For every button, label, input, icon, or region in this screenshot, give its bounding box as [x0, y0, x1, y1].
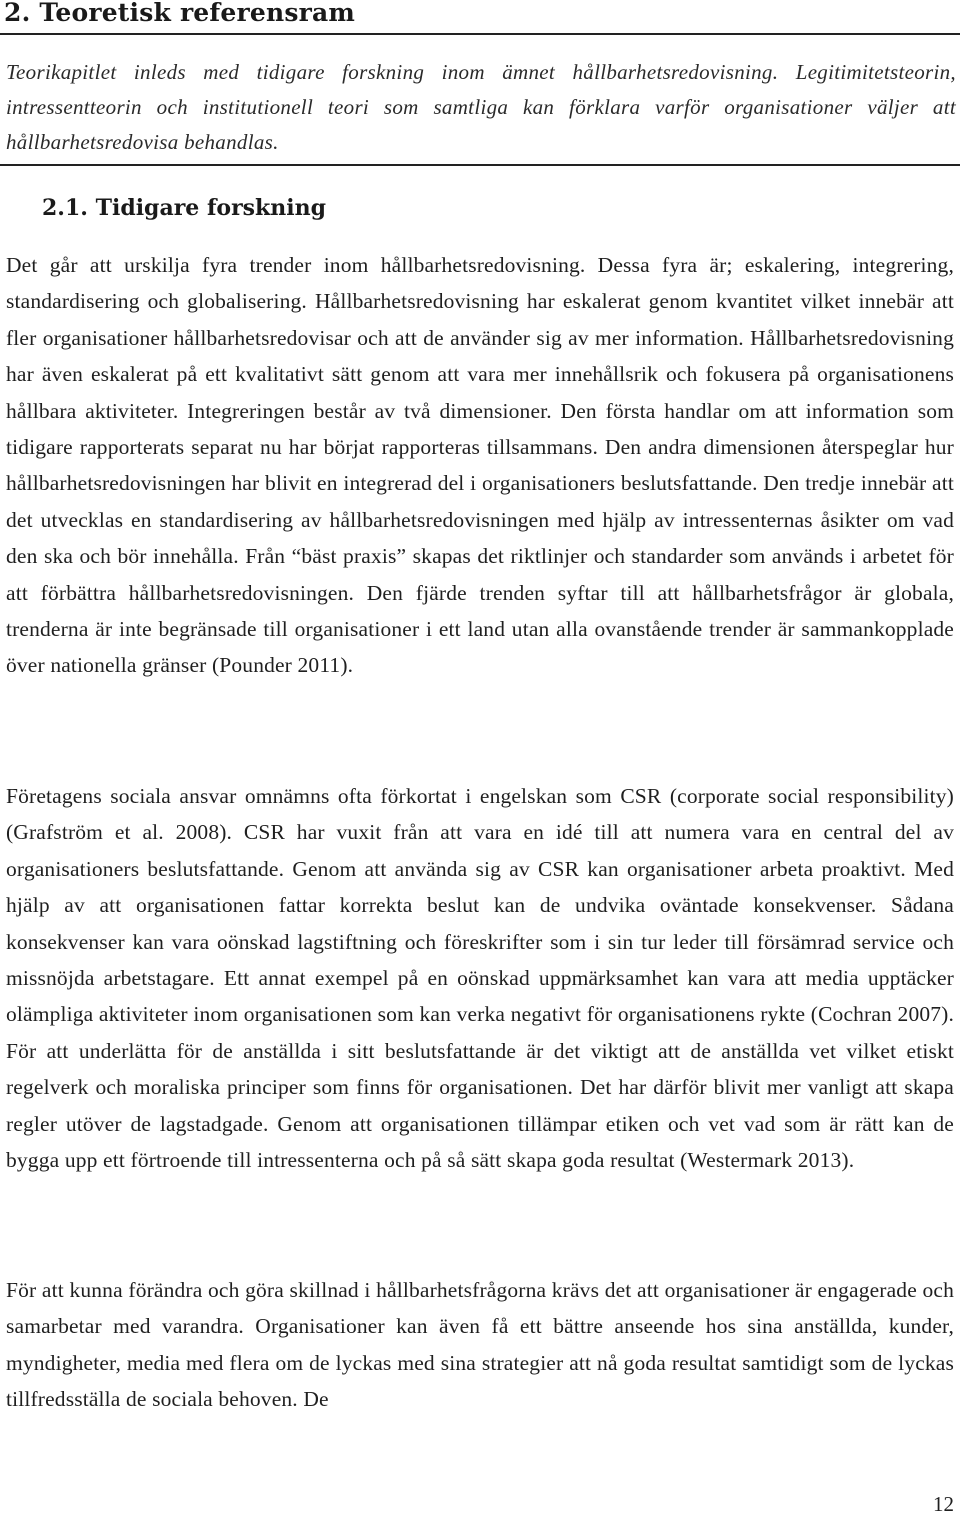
body-paragraph-collaboration: För att kunna förändra och göra skillnad i hållbarhetsfrågorna krävs det att organisationer är engagerade och samarbetar med varandra. Organisationer kan även få ett bättre anseende hos sina anställda, kunder, myndigheter, media med flera om de lyckas med sina strategier att nå goda resultat samtidigt som de lyckas tillfredsställa de sociala behoven. De [6, 1278, 954, 1412]
chapter-heading: 2. Teoretisk referensram [4, 0, 356, 27]
body-paragraph-csr: Företagens sociala ansvar omnämns ofta förkortat i engelskan som CSR (corporate social responsibility) (Grafström et al. 2008). CSR har vuxit från att vara en idé till att numera vara en central del av organisationers beslutsfattande. Genom att använda sig av CSR kan organisationer arbeta proaktivt. Med hjälp av att organisationen fattar korrekta beslut kan de undvika oväntade konsekvenser. Sådana konsekvenser kan vara oönskad lagstiftning och föreskrifter som i sin tur leder till försämrad service och missnöjda arbetstagare. Ett annat exempel på en oönskad uppmärksamhet kan vara att media upptäcker olämpliga aktiviteter inom organisationen som kan verka negativt för organisationens rykte (Cochran 2007). För att underlätta för de anställda i sitt beslutsfattande är det viktigt att de anställda vet vilket etiskt regelverk och moraliska principer som finns för organisationen. Det har därför blivit mer vanligt att skapa regler utöver de lagstadgade. Genom att organisationen tillämpar etiken och vet vad som är rätt kan de bygga upp ett förtroende till intressenterna och på så sätt skapa goda resultat (Westermark 2013). [6, 784, 954, 1173]
body-paragraph-trends: Det går att urskilja fyra trender inom hållbarhetsredovisning. Dessa fyra är; eskalering, integrering, standardisering och globalisering. Hållbarhetsredovisning har eskalerat genom kvantitet vilket innebär att fler organisationer hållbarhetsredovisar och att de använder sig av mer information. Hållbarhetsredovisning har även eskalerat på ett kvalitativt sätt genom att vara mer innehållsrik och fokusera på organisationens hållbara aktiviteter. Integreringen består av två dimensioner. Den första handlar om att information som tidigare rapporterats separat nu har börjat rapporteras tillsammans. Den andra dimensionen återspeglar hur hållbarhetsredovisningen har blivit en integrerad del i organisationers beslutsfattande. Den tredje innebär att det utvecklas en standardisering av hållbarhetsredovisningen med hjälp av intressenternas åsikter om vad den ska och bör innehålla. Från “bäst praxis” skapas det riktlinjer och standarder som används i arbetet för att förbättra hållbarhetsredovisningen. Den fjärde trenden syftar till att hållbarhetsfrågor är globala, trenderna är inte begränsade till organisationer i ett land utan alla ovanstående trender är sammankopplade över nationella gränser (Pounder 2011). [6, 253, 954, 678]
section-heading: 2.1. Tidigare forskning [42, 195, 327, 221]
chapter-intro-box [0, 33, 960, 166]
page-number: 12 [933, 1492, 954, 1516]
chapter-intro-text: Teorikapitlet inleds med tidigare forskning inom ämnet hållbarhetsredovisning. Legitimitetsteorin, intressentteorin och institutionell teori som samtliga kan förklara varför organisationer väljer att hållbarhetsredovisa behandlas. [6, 60, 956, 154]
